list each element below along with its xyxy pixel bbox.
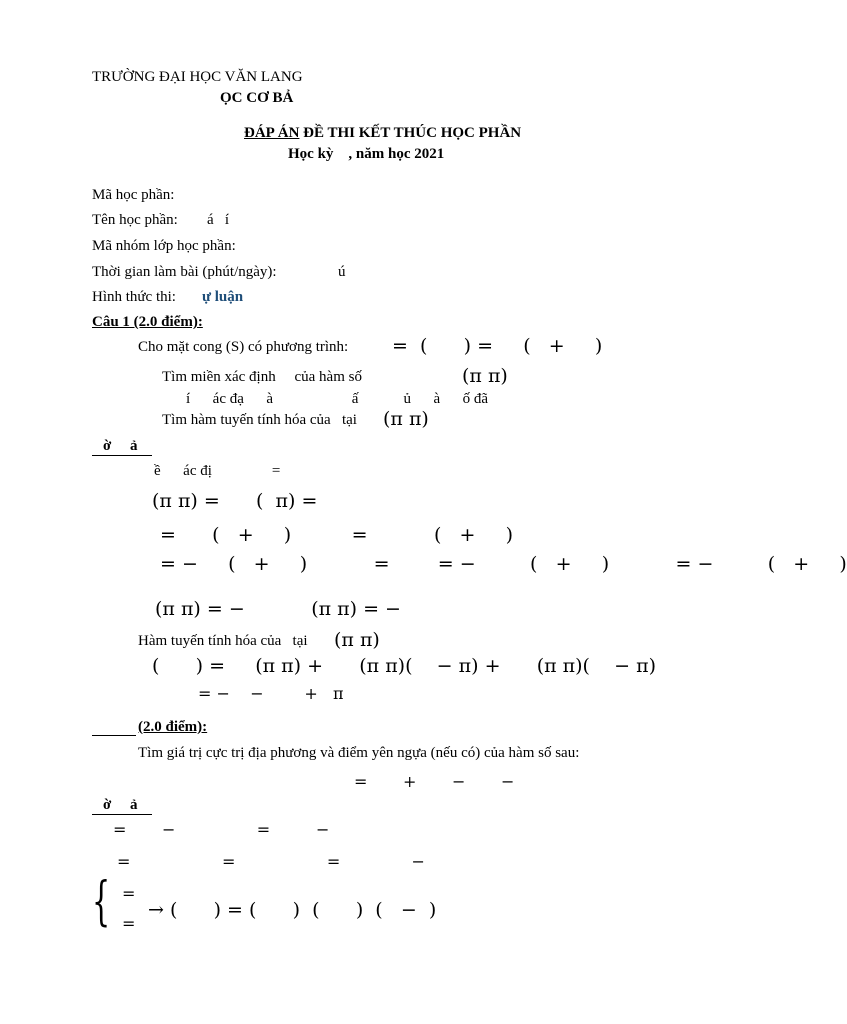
time-label: Thời gian làm bài (phút/ngày): [92,264,277,280]
a1-line1: ề ác đị = [154,463,281,479]
q2-heading-underline-left [92,735,136,736]
a1-line7: ( ) = (π π) + (π π)( − π) + (π π)( − π) [152,655,656,677]
q1-task-a-math: (π π) [462,365,508,387]
a1-line5: (π π) = − (π π) = − [155,598,401,620]
semester-line: Học kỳ , năm học 2021 [288,146,445,162]
q2-statement: Tìm giá trị cực trị địa phương và điểm yên ngựa (nếu có) của hàm số sau: [138,745,580,761]
a2-label: ờ ả [103,797,138,813]
a2-system-result: → ( ) = ( ) ( ) ( − ) [148,899,437,921]
a1-line6-text: Hàm tuyến tính hóa của tại [138,633,308,649]
a2-label-underline [92,814,152,815]
time-value: ú [338,264,346,280]
exam-title [244,124,521,142]
a1-label: ờ ả [103,438,138,454]
q1-task-c: Tìm hàm tuyến tính hóa của tại [162,412,357,428]
exam-title-rest: ĐỀ THI KẾT THÚC HỌC PHẦN [299,125,522,141]
a2-line1: = − = − [113,820,330,839]
a1-line3: = ( + ) = ( + ) [160,524,514,546]
a2-system-bottom: = [122,914,136,933]
q2-math: = + − − [354,772,515,791]
q1-task-c-math: (π π) [383,408,429,430]
q1-task-b: í ác đạ à ấ ủ à ố đã [186,391,489,407]
q1-statement: Cho mặt cong (S) có phương trình: [138,339,349,355]
course-name-value: á í [207,212,230,228]
a1-line2: (π π) = ( π) = [152,490,318,512]
university-name: TRƯỜNG ĐẠI HỌC VĂN LANG [92,69,303,85]
faculty-name: ỌC CƠ BẢ [220,90,294,106]
a1-line4: = − ( + ) = = − ( + ) = − ( + ) [160,553,847,575]
form-value: ự luận [202,289,244,305]
q1-task-a: Tìm miền xác định của hàm số [162,369,362,385]
a2-system-brace: { [92,872,111,932]
q1-statement-math: = ( ) = ( + ) [392,335,603,357]
a2-line2: = = = − [117,852,425,871]
a1-line6-math: (π π) [334,629,380,651]
a2-system-top: = [122,884,136,903]
a1-line8: = − − + π [198,684,344,703]
q2-heading: (2.0 điểm): [138,719,208,735]
form-label: Hình thức thi: [92,289,176,305]
group-code-label: Mã nhóm lớp học phần: [92,238,236,254]
course-name-label: Tên học phần: [92,212,178,228]
a1-label-underline [92,455,152,456]
q1-heading: Câu 1 (2.0 điểm): [92,314,203,330]
exam-title-underlined: ĐÁP ÁN [244,125,300,141]
course-code-label: Mã học phần: [92,187,175,203]
